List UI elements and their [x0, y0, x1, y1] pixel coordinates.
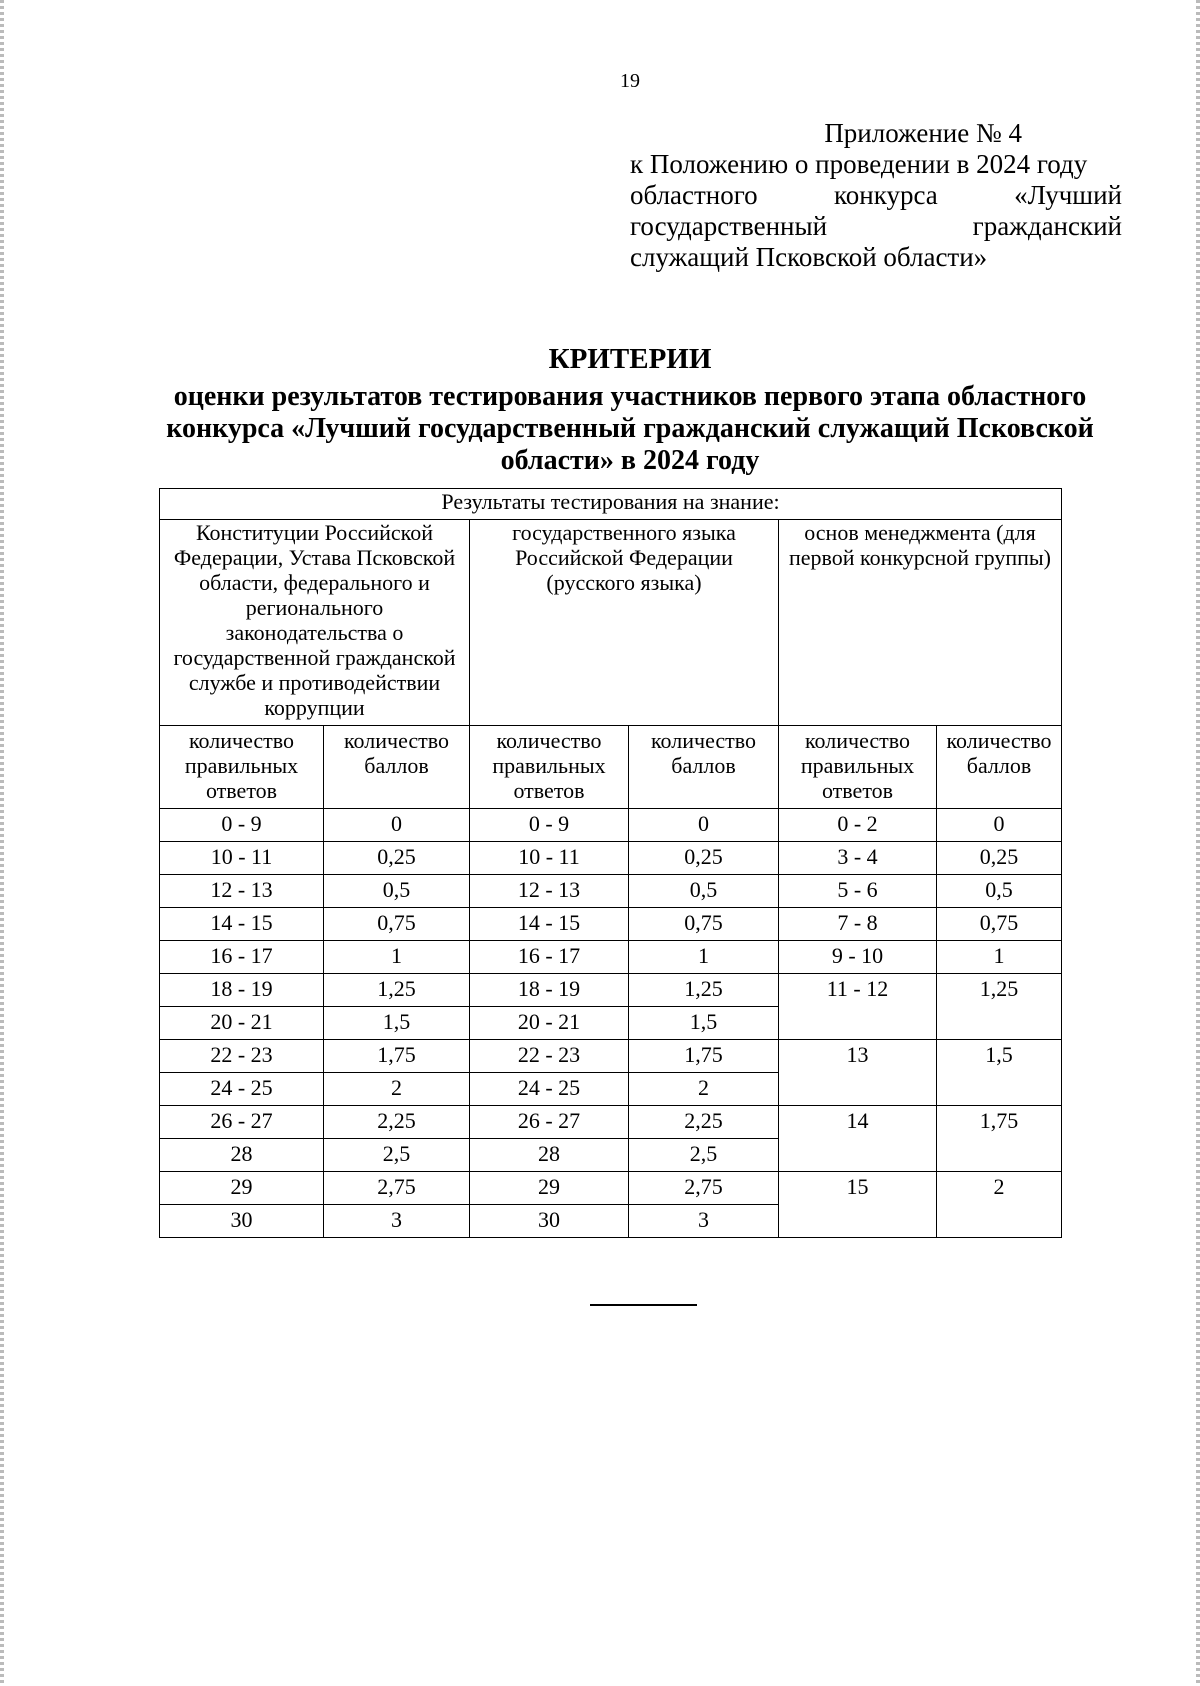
appendix-line: государственный гражданский	[630, 211, 1122, 241]
answers-cell: 29	[160, 1172, 324, 1205]
appendix-number: Приложение № 4	[824, 118, 1022, 148]
appendix-header	[630, 118, 1122, 273]
answers-cell: 12 - 13	[470, 875, 629, 908]
table-row	[160, 809, 1062, 842]
answers-cell: 30	[160, 1205, 324, 1238]
points-cell: 2,5	[324, 1139, 470, 1172]
points-cell: 1,5	[937, 1040, 1062, 1106]
table-body	[160, 809, 1062, 1238]
answers-cell: 26 - 27	[470, 1106, 629, 1139]
table-row	[160, 1106, 1062, 1139]
points-cell: 0	[629, 809, 779, 842]
answers-cell: 16 - 17	[160, 941, 324, 974]
group-header-language: государственного языка Российской Федерации (русского языка)	[470, 520, 779, 726]
points-cell: 1,5	[629, 1007, 779, 1040]
table-row	[160, 842, 1062, 875]
answers-cell: 10 - 11	[160, 842, 324, 875]
points-cell: 2	[324, 1073, 470, 1106]
table-caption: Результаты тестирования на знание:	[160, 489, 1062, 520]
table-row	[160, 908, 1062, 941]
scan-edge-left	[0, 0, 4, 1686]
points-cell: 2,25	[324, 1106, 470, 1139]
points-cell: 2,25	[629, 1106, 779, 1139]
points-cell: 2,75	[324, 1172, 470, 1205]
page-number: 19	[620, 70, 640, 92]
answers-cell: 28	[470, 1139, 629, 1172]
points-cell: 2	[629, 1073, 779, 1106]
points-cell: 0	[324, 809, 470, 842]
points-cell: 1,25	[937, 974, 1062, 1040]
answers-cell: 12 - 13	[160, 875, 324, 908]
col-header-points: количество баллов	[937, 726, 1062, 809]
table-row	[160, 1040, 1062, 1073]
answers-cell: 9 - 10	[779, 941, 937, 974]
points-cell: 1,5	[324, 1007, 470, 1040]
answers-cell: 18 - 19	[160, 974, 324, 1007]
table-row	[160, 875, 1062, 908]
col-header-answers: количество правильных ответов	[470, 726, 629, 809]
points-cell: 0,25	[629, 842, 779, 875]
answers-cell: 0 - 9	[160, 809, 324, 842]
title-line: области» в 2024 году	[500, 445, 760, 476]
points-cell: 0,75	[629, 908, 779, 941]
answers-cell: 14	[779, 1106, 937, 1172]
criteria-table	[159, 488, 1062, 1238]
answers-cell: 5 - 6	[779, 875, 937, 908]
answers-cell: 3 - 4	[779, 842, 937, 875]
table-row	[160, 941, 1062, 974]
answers-cell: 13	[779, 1040, 937, 1106]
points-cell: 1,25	[324, 974, 470, 1007]
title-main: КРИТЕРИИ	[548, 343, 712, 375]
answers-cell: 15	[779, 1172, 937, 1238]
col-header-points: количество баллов	[629, 726, 779, 809]
points-cell: 2,75	[629, 1172, 779, 1205]
points-cell: 3	[629, 1205, 779, 1238]
answers-cell: 10 - 11	[470, 842, 629, 875]
points-cell: 0,5	[629, 875, 779, 908]
group-header-constitution: Конституции Российской Федерации, Устава Псковской области, федерального и регионального законодательства о государственной гражданской службе и противодействии коррупции	[160, 520, 470, 726]
answers-cell: 20 - 21	[470, 1007, 629, 1040]
answers-cell: 18 - 19	[470, 974, 629, 1007]
title-line: оценки результатов тестирования участников первого этапа областного	[173, 381, 1087, 412]
points-cell: 2	[937, 1172, 1062, 1238]
points-cell: 0	[937, 809, 1062, 842]
points-cell: 0,5	[937, 875, 1062, 908]
table-row	[160, 974, 1062, 1007]
points-cell: 2,5	[629, 1139, 779, 1172]
points-cell: 1,75	[324, 1040, 470, 1073]
answers-cell: 22 - 23	[160, 1040, 324, 1073]
table-row	[160, 1172, 1062, 1205]
answers-cell: 0 - 2	[779, 809, 937, 842]
group-header-management: основ менеджмента (для первой конкурсной группы)	[779, 520, 1062, 726]
col-header-points: количество баллов	[324, 726, 470, 809]
scan-edge-right	[1196, 0, 1200, 1686]
answers-cell: 16 - 17	[470, 941, 629, 974]
answers-cell: 0 - 9	[470, 809, 629, 842]
appendix-line: к Положению о проведении в 2024 году	[630, 149, 1088, 179]
answers-cell: 14 - 15	[470, 908, 629, 941]
answers-cell: 24 - 25	[160, 1073, 324, 1106]
points-cell: 0,75	[324, 908, 470, 941]
document-title	[150, 343, 1110, 477]
points-cell: 1,75	[937, 1106, 1062, 1172]
points-cell: 1	[937, 941, 1062, 974]
answers-cell: 26 - 27	[160, 1106, 324, 1139]
answers-cell: 7 - 8	[779, 908, 937, 941]
appendix-line: служащий Псковской области»	[630, 242, 988, 272]
answers-cell: 20 - 21	[160, 1007, 324, 1040]
points-cell: 0,25	[937, 842, 1062, 875]
answers-cell: 11 - 12	[779, 974, 937, 1040]
points-cell: 1,25	[629, 974, 779, 1007]
answers-cell: 14 - 15	[160, 908, 324, 941]
points-cell: 1	[324, 941, 470, 974]
end-rule	[590, 1304, 697, 1306]
points-cell: 0,75	[937, 908, 1062, 941]
points-cell: 3	[324, 1205, 470, 1238]
col-header-answers: количество правильных ответов	[160, 726, 324, 809]
answers-cell: 29	[470, 1172, 629, 1205]
answers-cell: 24 - 25	[470, 1073, 629, 1106]
title-line: конкурса «Лучший государственный гражданский служащий Псковской	[166, 413, 1094, 444]
points-cell: 1	[629, 941, 779, 974]
points-cell: 1,75	[629, 1040, 779, 1073]
appendix-line: областного конкурса «Лучший	[630, 180, 1122, 210]
answers-cell: 30	[470, 1205, 629, 1238]
col-header-answers: количество правильных ответов	[779, 726, 937, 809]
answers-cell: 22 - 23	[470, 1040, 629, 1073]
answers-cell: 28	[160, 1139, 324, 1172]
points-cell: 0,5	[324, 875, 470, 908]
points-cell: 0,25	[324, 842, 470, 875]
